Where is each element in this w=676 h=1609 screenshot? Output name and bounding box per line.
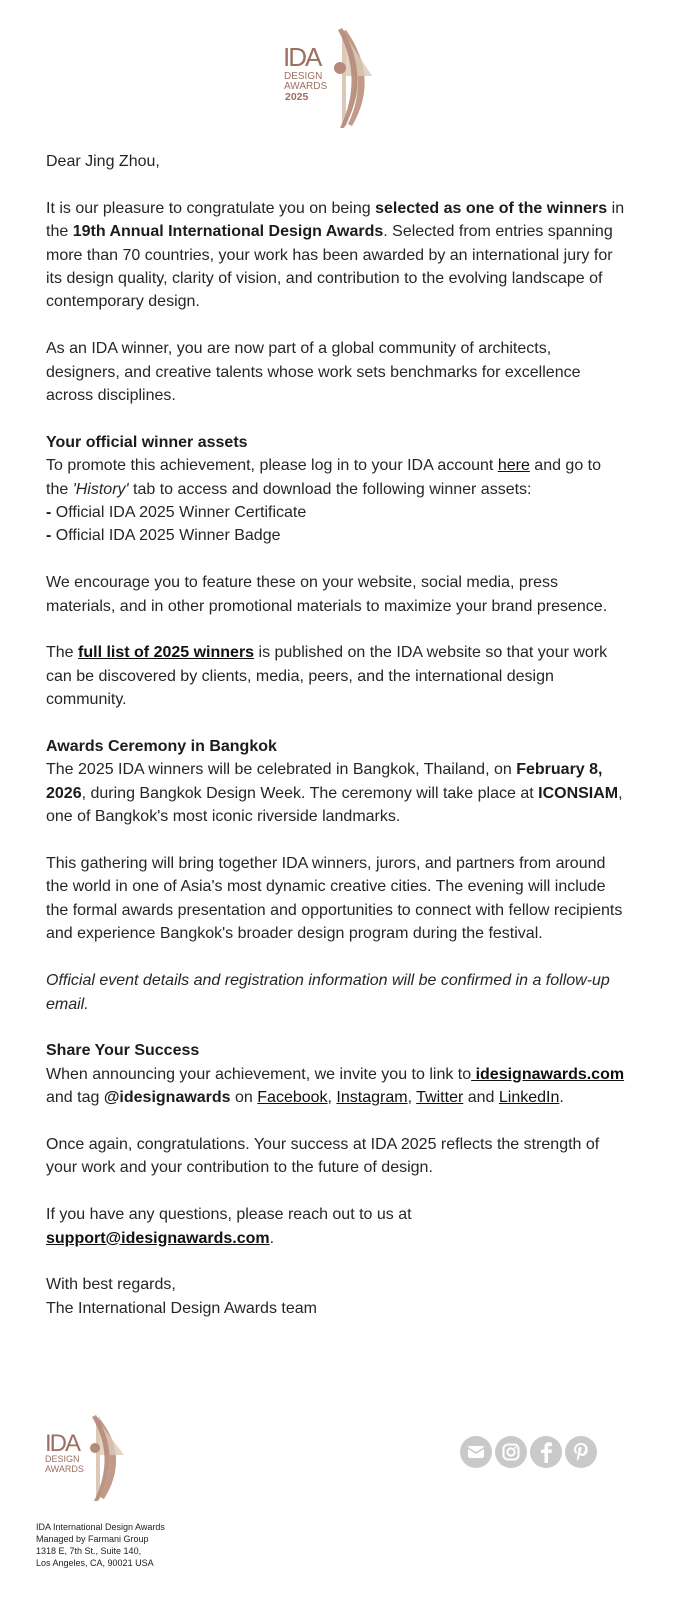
encourage-paragraph: We encourage you to feature these on your website, social media, press materials, and in other promotional materials to maximize your brand presence. — [46, 574, 608, 615]
twitter-link[interactable]: Twitter — [416, 1089, 464, 1107]
facebook-link[interactable]: Facebook — [257, 1089, 328, 1107]
pinterest-icon[interactable] — [565, 1436, 597, 1468]
asset-item — [46, 501, 626, 524]
signoff — [46, 1273, 626, 1320]
account-link[interactable]: here — [497, 457, 530, 475]
signoff-line: With best regards, — [46, 1276, 176, 1294]
text: . — [269, 1229, 275, 1247]
winners-list-paragraph — [46, 641, 626, 711]
ida-logo-footer — [44, 1415, 130, 1501]
dash: - — [46, 527, 52, 545]
asset-item-label: Official IDA 2025 Winner Badge — [51, 527, 281, 545]
text: . Selected from entries spanning more than 70 countries, your work has been awarded by an international jury for its design quality, clarity of vision, and contribution to the evolving landscape of contemporary design. — [46, 223, 613, 311]
logo-awards-text: AWARDS — [284, 81, 328, 92]
logo-ida-text: IDA — [45, 1430, 80, 1457]
website-link[interactable]: idesignawards.com — [471, 1065, 625, 1083]
instagram-link[interactable]: Instagram — [336, 1089, 408, 1107]
ceremony-heading: Awards Ceremony in Bangkok — [46, 738, 277, 756]
facebook-icon[interactable] — [530, 1436, 562, 1468]
separator: , — [407, 1089, 417, 1107]
share-heading: Share Your Success — [46, 1042, 200, 1060]
questions-paragraph — [46, 1203, 626, 1250]
text: and tag — [46, 1089, 104, 1107]
support-email-link[interactable]: support@idesignawards.com — [46, 1229, 270, 1247]
logo-year-text: 2025 — [285, 91, 309, 103]
ceremony-venue: ICONSIAM — [538, 784, 619, 802]
event-details-note: Official event details and registration information will be confirmed in a follow-up email. — [46, 972, 610, 1013]
text: is published on the IDA website so that your work can be discovered by clients, media, peers, and the international design community. — [46, 644, 608, 709]
greeting: Dear Jing Zhou, — [46, 153, 160, 170]
logo-design-text: DESIGN — [284, 71, 323, 82]
bold-text: 19th Annual International Design Awards — [72, 223, 384, 241]
footer-line: Los Angeles, CA, 90021 USA — [36, 1558, 154, 1568]
logo-awards-text: AWARDS — [45, 1464, 84, 1474]
email-body — [46, 150, 626, 1320]
text: , during Bangkok Design Week. The ceremony will take place at — [81, 784, 539, 802]
text: tab to access and download the following winner assets: — [128, 480, 532, 498]
mail-icon[interactable] — [460, 1436, 492, 1468]
winners-list-link[interactable]: full list of 2025 winners — [78, 644, 255, 662]
asset-item — [46, 524, 626, 547]
footer-address — [36, 1521, 165, 1569]
text: If you have any questions, please reach out to us at — [46, 1206, 412, 1224]
assets-heading: Your official winner assets — [46, 433, 248, 451]
community-paragraph: As an IDA winner, you are now part of a global community of architects, designers, and creative talents whose work sets benchmarks for excellence across disciplines. — [46, 340, 581, 405]
footer-line: IDA International Design Awards — [36, 1522, 165, 1532]
history-tab-text: 'History' — [72, 480, 129, 498]
ceremony-section — [46, 735, 626, 829]
logo-ida-text: IDA — [283, 42, 321, 72]
dash: - — [46, 504, 52, 522]
text: and go to the — [46, 457, 602, 498]
ceremony-date: February 8, 2026 — [46, 761, 603, 802]
instagram-icon[interactable] — [495, 1436, 527, 1468]
text: To promote this achievement, please log in to your IDA account — [46, 457, 498, 475]
text: , one of Bangkok's most iconic riverside landmarks. — [46, 784, 623, 826]
congrats-paragraph: Once again, congratulations. Your success at IDA 2025 reflects the strength of your work and your contribution to the future of design. — [46, 1135, 600, 1177]
text: The — [46, 644, 79, 662]
social-icons — [460, 1436, 597, 1468]
text: . — [559, 1089, 564, 1107]
footer-line: 1318 E, 7th St., Suite 140, — [36, 1546, 142, 1556]
text: and — [463, 1089, 499, 1107]
social-handle: @idesignawards — [103, 1089, 231, 1107]
intro-paragraph — [46, 197, 626, 314]
signoff-team: The International Design Awards team — [46, 1299, 317, 1317]
share-section — [46, 1039, 626, 1109]
assets-section — [46, 431, 626, 548]
text: on — [230, 1089, 258, 1107]
text: It is our pleasure to congratulate you on being — [46, 199, 376, 217]
footer-line: Managed by Farmani Group — [36, 1534, 149, 1544]
ida-logo-header — [280, 28, 380, 128]
logo-design-text: DESIGN — [45, 1454, 80, 1464]
gathering-paragraph: This gathering will bring together IDA winners, jurors, and partners from around the world in one of Asia's most dynamic creative cities. The evening will include the formal awards presentation and opportunities to connect with fellow recipients and experience Bangkok's broader design program during the festival. — [46, 855, 623, 943]
text: When announcing your achievement, we invite you to link to — [46, 1065, 472, 1083]
text: The 2025 IDA winners will be celebrated in Bangkok, Thailand, on — [46, 761, 517, 779]
separator: , — [327, 1089, 337, 1107]
bold-text: selected as one of the winners — [375, 199, 608, 217]
linkedin-link[interactable]: LinkedIn — [498, 1089, 560, 1107]
text: in the — [46, 199, 625, 241]
asset-item-label: Official IDA 2025 Winner Certificate — [51, 504, 307, 522]
